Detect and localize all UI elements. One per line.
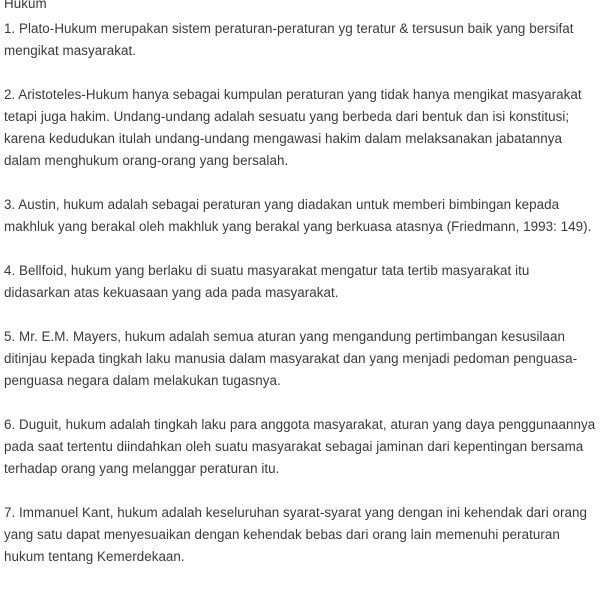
definition-item-austin: 3. Austin, hukum adalah sebagai peraturan yang diadakan untuk memberi bimbingan kepada makhluk yang berakal oleh makhluk yang berakal yang berkuasa atasnya (Friedmann, 1993: 149). <box>4 197 592 234</box>
definition-item-plato: 1. Plato-Hukum merupakan sistem peraturan-peraturan yg teratur & tersusun baik yang bersifat mengikat masyarakat. <box>4 21 574 58</box>
definition-item-aristoteles: 2. Aristoteles-Hukum hanya sebagai kumpulan peraturan yang tidak hanya mengikat masyarakat tetapi juga hakim. Undang-undang adalah sesuatu yang berbeda dari bentuk dan isi konstitusi; karena kedudukan itulah undang-undang mengawasi hakim dalam melaksanakan jabatannya dalam menghukum orang-orang yang bersalah. <box>4 87 582 168</box>
definition-item-duguit: 6. Duguit, hukum adalah tingkah laku para anggota masyarakat, aturan yang daya penggunaannya pada saat tertentu diindahkan oleh suatu masyarakat sebagai jaminan dari kepentingan bersama terhadap orang yang melanggar peraturan itu. <box>4 417 596 476</box>
document-title-text: Hukum <box>4 0 47 11</box>
definition-item-mayers: 5. Mr. E.M. Mayers, hukum adalah semua aturan yang mengandung pertimbangan kesusilaan ditinjau kepada tingkah laku manusia dalam masyarakat dan yang menjadi pedoman penguasa-penguasa negara dalam melakukan tugasnya. <box>4 329 578 388</box>
definition-item-kant: 7. Immanuel Kant, hukum adalah keseluruhan syarat-syarat yang dengan ini kehendak dari orang yang satu dapat menyesuaikan dengan kehendak bebas dari orang lain memenuhi peraturan hukum tentang Kemerdekaan. <box>4 505 587 564</box>
document-title <box>4 0 599 11</box>
definition-list <box>4 18 599 568</box>
definition-item-bellfoid: 4. Bellfoid, hukum yang berlaku di suatu masyarakat mengatur tata tertib masyarakat itu didasarkan atas kekuasaan yang ada pada masyarakat. <box>4 263 530 300</box>
